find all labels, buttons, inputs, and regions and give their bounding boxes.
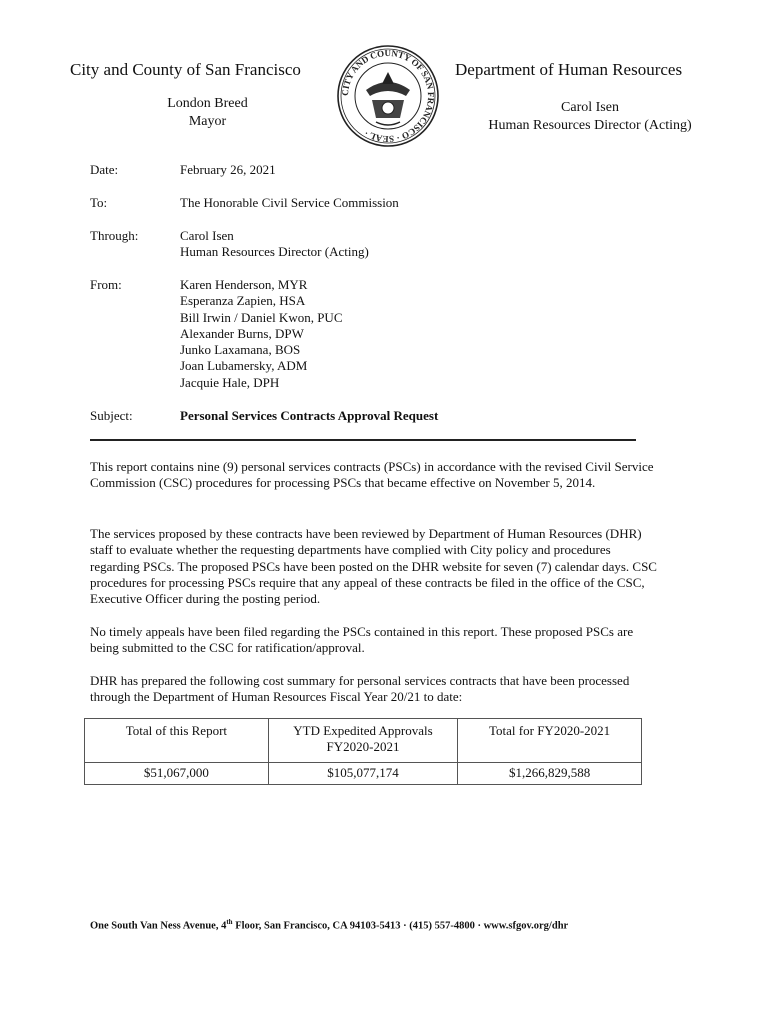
table-header-cell: Total of this Report	[85, 719, 269, 763]
mayor-name: London Breed	[167, 96, 248, 111]
city-name: City and County of San Francisco	[70, 60, 301, 79]
date-label: Date:	[90, 162, 119, 177]
date-value: February 26, 2021	[180, 162, 276, 177]
from-line: Alexander Burns, DPW	[180, 325, 304, 341]
table-cell: $105,077,174	[268, 763, 457, 785]
header-divider	[90, 439, 636, 441]
table-header-cell: Total for FY2020-2021	[458, 719, 642, 763]
director-name: Carol Isen	[561, 100, 619, 115]
through-line: Human Resources Director (Acting)	[180, 244, 369, 260]
table-cell: $51,067,000	[85, 763, 269, 785]
subject-value: Personal Services Contracts Approval Request	[180, 408, 439, 423]
through-label: Through:	[90, 228, 139, 243]
from-line: Karen Henderson, MYR	[180, 277, 308, 292]
body-paragraph-3: No timely appeals have been filed regarding the PSCs contained in this report. These proposed PSCs are being submitted to the CSC for ratification/approval.	[90, 624, 634, 656]
from-line: Joan Lubamersky, ADM	[180, 358, 308, 374]
table-header-cell: YTD Expedited Approvals FY2020-2021	[268, 719, 457, 763]
from-line: Junko Laxamana, BOS	[180, 342, 301, 358]
through-value	[180, 228, 369, 261]
seal-text: CITY AND COUNTY OF SAN FRANCISCO · SEAL ·	[339, 47, 437, 145]
footer-address: One South Van Ness Avenue, 4th Floor, San Francisco, CA 94103-5413 · (415) 557-4800 · www.sfgov.org/dhr	[90, 918, 569, 932]
director-title: Human Resources Director (Acting)	[488, 118, 692, 133]
from-line: Bill Irwin / Daniel Kwon, PUC	[180, 309, 343, 325]
svg-text:CITY AND COUNTY OF SAN FRANCIS	[340, 48, 436, 144]
cost-summary-table	[84, 718, 642, 785]
mayor-block	[120, 95, 295, 131]
table-row	[85, 763, 642, 785]
department-name: Department of Human Resources	[455, 60, 683, 79]
table-cell: $1,266,829,588	[458, 763, 642, 785]
body-paragraph-2: The services proposed by these contracts have been reviewed by Department of Human Resources (DHR) staff to evaluate whether the requesting departments have complied with City policy and procedures regarding PSCs. The proposed PSCs have been posted on the DHR website for seven (7) calendar days. CSC procedures for processing PSCs require that any appeal of these contracts be filed in the office of the CSC, Executive Officer during the posting period.	[90, 526, 657, 607]
mayor-title: Mayor	[188, 114, 227, 129]
city-seal-icon	[336, 44, 440, 148]
through-line: Carol Isen	[180, 228, 234, 243]
to-value: The Honorable Civil Service Commission	[180, 195, 399, 210]
from-line: Esperanza Zapien, HSA	[180, 293, 306, 309]
from-list	[180, 277, 343, 391]
body-paragraph-4: DHR has prepared the following cost summary for personal services contracts that have been processed through the Department of Human Resources Fiscal Year 20/21 to date:	[90, 673, 630, 705]
to-label: To:	[90, 195, 108, 210]
from-label: From:	[90, 277, 122, 292]
subject-label: Subject:	[90, 408, 133, 423]
body-paragraph-1: This report contains nine (9) personal services contracts (PSCs) in accordance with the revised Civil Service Commission (CSC) procedures for processing PSCs that became effective on November 5, 2014.	[90, 459, 654, 491]
table-header-row	[85, 719, 642, 763]
from-line: Jacquie Hale, DPH	[180, 374, 280, 390]
director-block	[470, 99, 710, 135]
